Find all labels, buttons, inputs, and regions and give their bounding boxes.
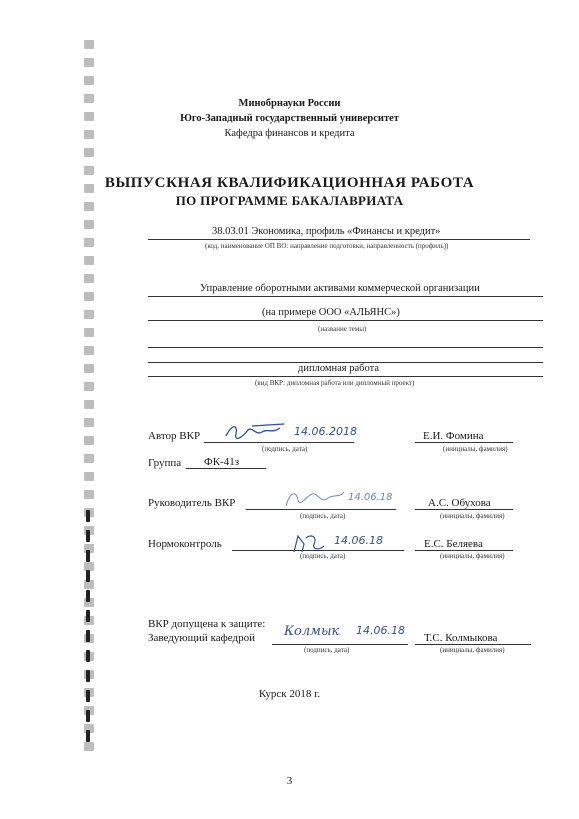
- topic-line1: Управление оборотными активами коммерческой организации: [200, 283, 480, 294]
- binding-ring: [84, 454, 94, 463]
- page-number: 3: [286, 775, 293, 787]
- binding-ring-dark: [86, 590, 90, 602]
- head-signature: Колмык: [284, 624, 340, 639]
- binding-ring: [84, 436, 94, 445]
- department-name: Кафедра финансов и кредита: [224, 128, 355, 139]
- binding-ring-dark: [86, 570, 90, 582]
- group-value: ФК-41з: [204, 456, 240, 468]
- binding-ring: [84, 274, 94, 283]
- author-label: Автор ВКР: [148, 430, 201, 442]
- binding-ring: [84, 76, 94, 85]
- author-name-line: [415, 442, 513, 443]
- binding-ring: [84, 310, 94, 319]
- binding-ring: [84, 58, 94, 67]
- supervisor-signature: [282, 486, 348, 512]
- normcontrol-name: Е.С. Беляева: [424, 538, 483, 550]
- topic-underline-2: [148, 320, 543, 321]
- binding-edge: [84, 40, 98, 760]
- binding-ring: [84, 238, 94, 247]
- normcontrol-sign-date: 14.06.18: [334, 534, 383, 547]
- admission-label: ВКР допущена к защите:: [148, 618, 266, 630]
- supervisor-sign-date: 14.06.18: [348, 492, 393, 503]
- university-name: Юго-Западный государственный университет: [180, 113, 399, 124]
- binding-ring: [84, 742, 94, 751]
- supervisor-name: А.С. Обухова: [428, 497, 491, 509]
- binding-ring-dark: [86, 550, 90, 562]
- normcontrol-label: Нормоконтроль: [148, 538, 222, 550]
- binding-ring-dark: [86, 510, 90, 522]
- binding-ring: [84, 490, 94, 499]
- binding-ring: [84, 40, 94, 49]
- supervisor-label: Руководитель ВКР: [148, 497, 236, 509]
- city-year: Курск 2018 г.: [258, 688, 321, 700]
- program-underline: [148, 239, 530, 240]
- work-title-line1: ВЫПУСКНАЯ КВАЛИФИКАЦИОННАЯ РАБОТА: [104, 175, 475, 191]
- binding-ring: [84, 166, 94, 175]
- topic-underline-3: [148, 347, 543, 348]
- group-label: Группа: [148, 457, 182, 469]
- head-name: Т.С. Колмыкова: [424, 632, 498, 644]
- head-sign-date: 14.06.18: [356, 624, 405, 637]
- ministry-name: Минобрнауки России: [238, 98, 341, 109]
- author-sign-caption: (подпись, дата): [262, 445, 308, 453]
- work-type-caption: (вид ВКР: дипломная работа или дипломный проект): [255, 379, 415, 387]
- binding-ring: [84, 346, 94, 355]
- binding-ring-dark: [86, 610, 90, 622]
- topic-caption: (название темы): [318, 325, 367, 333]
- author-signature: [222, 420, 292, 446]
- author-name: Е.И. Фомина: [423, 430, 484, 442]
- binding-ring-dark: [86, 630, 90, 642]
- normcontrol-name-line: [415, 550, 513, 551]
- topic-line2: (на примере ООО «АЛЬЯНС»): [262, 307, 400, 318]
- binding-ring-dark: [86, 730, 90, 742]
- binding-ring: [84, 292, 94, 301]
- work-type-underline: [148, 376, 543, 377]
- normcontrol-sign-caption: (подпись, дата): [300, 552, 346, 560]
- head-name-line: [415, 644, 531, 645]
- binding-ring: [84, 364, 94, 373]
- binding-ring-dark: [86, 670, 90, 682]
- head-sign-caption: (подпись, дата): [304, 646, 350, 654]
- binding-ring-dark: [86, 710, 90, 722]
- binding-ring: [84, 382, 94, 391]
- binding-ring: [84, 148, 94, 157]
- supervisor-name-caption: (инициалы, фамилия): [440, 512, 505, 520]
- head-name-caption: (инициалы, фамилия): [440, 646, 505, 654]
- program-caption: (код, наименование ОП ВО: направление подготовки, направленность (профиль)): [205, 242, 449, 250]
- binding-ring: [84, 256, 94, 265]
- supervisor-sign-caption: (подпись, дата): [300, 512, 346, 520]
- normcontrol-name-caption: (инициалы, фамилия): [440, 552, 505, 560]
- author-name-caption: (инициалы, фамилия): [443, 445, 508, 453]
- head-sign-line: [272, 644, 408, 645]
- binding-ring: [84, 472, 94, 481]
- binding-ring: [84, 400, 94, 409]
- topic-underline-1: [148, 296, 543, 297]
- supervisor-name-line: [415, 509, 513, 510]
- program-value: 38.03.01 Экономика, профиль «Финансы и кредит»: [212, 226, 441, 237]
- binding-ring: [84, 418, 94, 427]
- author-sign-date: 14.06.2018: [294, 425, 357, 438]
- binding-ring: [84, 220, 94, 229]
- work-type-value: дипломная работа: [298, 363, 379, 374]
- work-title-line2: ПО ПРОГРАММЕ БАКАЛАВРИАТА: [175, 193, 404, 208]
- group-underline: [186, 468, 266, 469]
- binding-ring: [84, 328, 94, 337]
- head-of-department-label: Заведующий кафедрой: [148, 632, 255, 644]
- binding-ring-dark: [86, 530, 90, 542]
- binding-ring-dark: [86, 650, 90, 662]
